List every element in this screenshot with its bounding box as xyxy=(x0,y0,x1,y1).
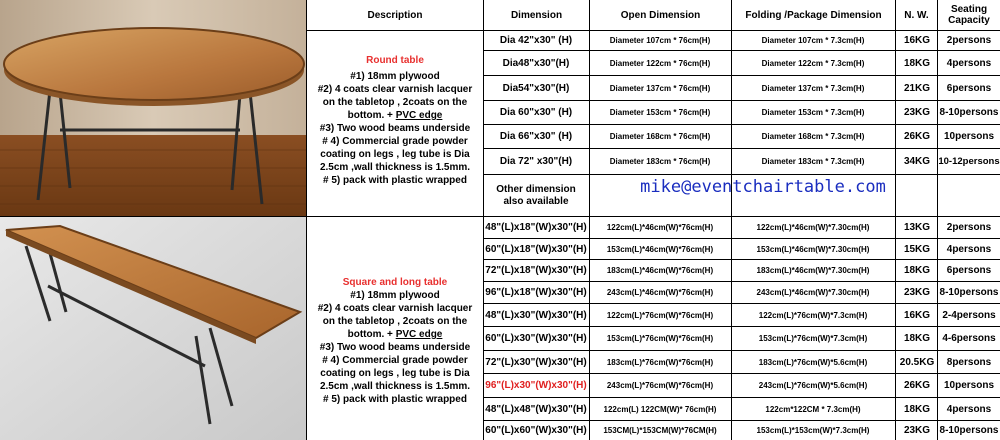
header-description: Description xyxy=(367,9,423,21)
folding-dimension-cell: 122cm(L)*46cm(W)*7.30cm(H) xyxy=(756,223,870,232)
desc-line: #2) 4 coats clear varnish lacquer xyxy=(317,84,473,95)
header-open-dimension: Open Dimension xyxy=(620,9,701,21)
seating-cell: 8-10persons xyxy=(939,107,999,118)
desc-line: # 5) pack with plastic wrapped xyxy=(323,394,467,405)
dimension-cell: Dia54"x30"(H) xyxy=(502,82,570,94)
open-dimension-cell: 122cm(L)*46cm(W)*76cm(H) xyxy=(606,223,714,232)
seating-cell: 2persons xyxy=(946,222,992,233)
round-table-title: Round table xyxy=(366,55,424,66)
pvc-edge-text: PVC edge xyxy=(395,329,443,340)
grid-line xyxy=(895,0,896,440)
desc-line: #3) Two wood beams underside xyxy=(319,123,471,134)
header-seating-line1: Seating xyxy=(950,4,988,15)
header-dimension: Dimension xyxy=(510,9,563,21)
open-dimension-cell: 122cm(L)*76cm(W)*76cm(H) xyxy=(606,310,714,320)
net-weight-cell: 16KG xyxy=(903,35,931,46)
dimension-cell: 48"(L)x18"(W)x30"(H) xyxy=(485,222,587,233)
dimension-cell: 60"(L)x60"(W)x30"(H) xyxy=(485,425,587,436)
net-weight-cell: 15KG xyxy=(903,243,931,255)
net-weight-cell: 23KG xyxy=(903,425,931,436)
desc-line: #1) 18mm plywood xyxy=(350,71,440,82)
dimension-cell: 48"(L)x30"(W)x30"(H) xyxy=(485,309,587,321)
open-dimension-cell: Diameter 137cm * 76cm(H) xyxy=(609,83,711,93)
open-dimension-cell: Diameter 122cm * 76cm(H) xyxy=(609,58,711,68)
net-weight-cell: 18KG xyxy=(903,403,931,415)
desc-line: #1) 18mm plywood xyxy=(350,290,440,301)
dimension-cell: 72"(L)x30"(W)x30"(H) xyxy=(485,356,587,368)
desc-line: 2.5cm ,wall thickness is 1.5mm. xyxy=(319,381,471,392)
seating-cell: 8-10persons xyxy=(939,287,999,298)
square-table-title: Square and long table xyxy=(342,277,448,288)
net-weight-cell: 18KG xyxy=(903,265,931,276)
dimension-cell: 72"(L)x18"(W)x30"(H) xyxy=(485,265,587,276)
folding-dimension-cell: 153cm(L)*46cm(W)*7.30cm(H) xyxy=(756,244,870,254)
net-weight-cell: 23KG xyxy=(903,107,931,118)
desc-line: coating on legs , leg tube is Dia xyxy=(320,368,470,379)
dimension-cell-highlighted: 96"(L)x30"(W)x30"(H) xyxy=(485,380,587,391)
desc-line: 2.5cm ,wall thickness is 1.5mm. xyxy=(319,162,471,173)
folding-dimension-cell: Diameter 153cm * 7.3cm(H) xyxy=(761,108,865,117)
seating-cell: 4persons xyxy=(946,403,992,415)
open-dimension-cell: 153cm(L)*76cm(W)*76cm(H) xyxy=(606,334,714,343)
folding-dimension-cell: Diameter 107cm * 7.3cm(H) xyxy=(761,36,865,45)
open-dimension-cell: 153CM(L)*153CM(W)*76CM(H) xyxy=(603,426,717,435)
seating-cell: 10persons xyxy=(943,131,995,142)
seating-cell: 10-12persons xyxy=(938,156,1000,167)
net-weight-cell: 34KG xyxy=(903,156,931,167)
folding-dimension-cell: 153cm(L)*76cm(W)*7.3cm(H) xyxy=(758,334,868,343)
long-table-photo xyxy=(0,216,306,440)
net-weight-cell: 21KG xyxy=(903,82,931,94)
round-table-description xyxy=(306,54,484,187)
net-weight-cell: 18KG xyxy=(903,57,931,69)
open-dimension-cell: Diameter 168cm * 76cm(H) xyxy=(609,132,711,141)
dimension-cell: 60"(L)x30"(W)x30"(H) xyxy=(485,333,587,344)
folding-dimension-cell: Diameter 137cm * 7.3cm(H) xyxy=(761,83,865,93)
open-dimension-cell: 122cm(L) 122CM(W)* 76cm(H) xyxy=(603,404,717,414)
dimension-cell: 60"(L)x18"(W)x30"(H) xyxy=(485,243,587,255)
desc-line: #2) 4 coats clear varnish lacquer xyxy=(317,303,473,314)
desc-text: bottom. + xyxy=(347,110,396,121)
dimension-cell: 96"(L)x18"(W)x30"(H) xyxy=(485,287,587,298)
folding-dimension-cell: 183cm(L)*46cm(W)*7.30cm(H) xyxy=(756,266,870,275)
header-seating-capacity xyxy=(938,0,1000,30)
net-weight-cell: 20.5KG xyxy=(899,356,935,368)
folding-dimension-cell: 243cm(L)*76cm(W)*5.6cm(H) xyxy=(758,381,868,390)
desc-line xyxy=(306,109,484,122)
open-dimension-cell: Diameter 183cm * 76cm(H) xyxy=(609,157,711,166)
desc-line: # 5) pack with plastic wrapped xyxy=(323,175,467,186)
pvc-edge-text: PVC edge xyxy=(395,110,443,121)
header-nw: N. W. xyxy=(904,9,929,21)
folding-dimension-cell: 153cm(L)*153cm(W)*7.3cm(H) xyxy=(756,426,870,435)
folding-dimension-cell: Diameter 122cm * 7.3cm(H) xyxy=(761,58,865,68)
open-dimension-cell: 153cm(L)*46cm(W)*76cm(H) xyxy=(606,244,714,254)
seating-cell: 2-4persons xyxy=(942,309,996,321)
open-dimension-cell: 243cm(L)*46cm(W)*76cm(H) xyxy=(606,288,714,297)
folding-dimension-cell: Diameter 183cm * 7.3cm(H) xyxy=(761,157,865,166)
seating-cell: 4persons xyxy=(946,243,992,255)
open-dimension-cell: 183cm(L)*76cm(W)*76cm(H) xyxy=(606,357,714,367)
open-dimension-cell: 243cm(L)*76cm(W)*76cm(H) xyxy=(606,381,714,390)
square-table-description xyxy=(306,276,484,406)
desc-line: # 4) Commercial grade powder xyxy=(322,136,468,147)
net-weight-cell: 18KG xyxy=(903,333,931,344)
folding-dimension-cell: 122cm(L)*76cm(W)*7.3cm(H) xyxy=(758,310,868,320)
open-dimension-cell: Diameter 153cm * 76cm(H) xyxy=(609,108,711,117)
other-dimension-note xyxy=(484,176,588,216)
header-folding-dimension: Folding /Package Dimension xyxy=(745,9,882,21)
seating-cell: 4persons xyxy=(946,57,992,69)
dimension-cell: Dia 42"x30" (H) xyxy=(499,35,573,46)
net-weight-cell: 26KG xyxy=(903,131,931,142)
desc-line: on the tabletop , 2coats on the xyxy=(322,97,468,108)
folding-dimension-cell: Diameter 168cm * 7.3cm(H) xyxy=(761,132,865,141)
desc-line: on the tabletop , 2coats on the xyxy=(322,316,468,327)
row-line xyxy=(483,174,1000,175)
seating-cell: 8persons xyxy=(946,356,992,368)
dimension-cell: Dia 60"x30" (H) xyxy=(499,107,573,118)
header-seating-line2: Capacity xyxy=(948,15,990,26)
dimension-cell: Dia48"x30"(H) xyxy=(502,57,570,69)
dimension-cell: Dia 66"x30" (H) xyxy=(499,131,573,142)
desc-line: coating on legs , leg tube is Dia xyxy=(320,149,470,160)
net-weight-cell: 23KG xyxy=(903,287,931,298)
seating-cell: 2persons xyxy=(946,35,992,46)
folding-dimension-cell: 183cm(L)*76cm(W)*5.6cm(H) xyxy=(758,357,868,367)
seating-cell: 4-6persons xyxy=(942,333,996,344)
dimension-cell: Dia 72" x30"(H) xyxy=(499,156,573,167)
contact-email[interactable]: mike@eventchairtable.com xyxy=(640,177,886,197)
round-table-photo xyxy=(0,0,306,216)
seating-cell: 6persons xyxy=(946,82,992,94)
seating-cell: 10persons xyxy=(943,380,995,391)
folding-dimension-cell: 122cm*122CM * 7.3cm(H) xyxy=(765,404,861,414)
seating-cell: 8-10persons xyxy=(939,425,999,436)
desc-line: # 4) Commercial grade powder xyxy=(322,355,468,366)
net-weight-cell: 26KG xyxy=(903,380,931,391)
open-dimension-cell: 183cm(L)*46cm(W)*76cm(H) xyxy=(606,266,714,275)
desc-line xyxy=(306,328,484,341)
other-dimension-line1: Other dimension xyxy=(496,184,576,195)
desc-text: bottom. + xyxy=(347,329,396,340)
other-dimension-line2: also available xyxy=(503,196,569,207)
net-weight-cell: 13KG xyxy=(903,222,931,233)
folding-dimension-cell: 243cm(L)*46cm(W)*7.30cm(H) xyxy=(756,288,870,297)
seating-cell: 6persons xyxy=(946,265,992,276)
desc-line: #3) Two wood beams underside xyxy=(319,342,471,353)
net-weight-cell: 16KG xyxy=(903,309,931,321)
open-dimension-cell: Diameter 107cm * 76cm(H) xyxy=(609,36,711,45)
dimension-cell: 48"(L)x48"(W)x30"(H) xyxy=(485,403,587,415)
